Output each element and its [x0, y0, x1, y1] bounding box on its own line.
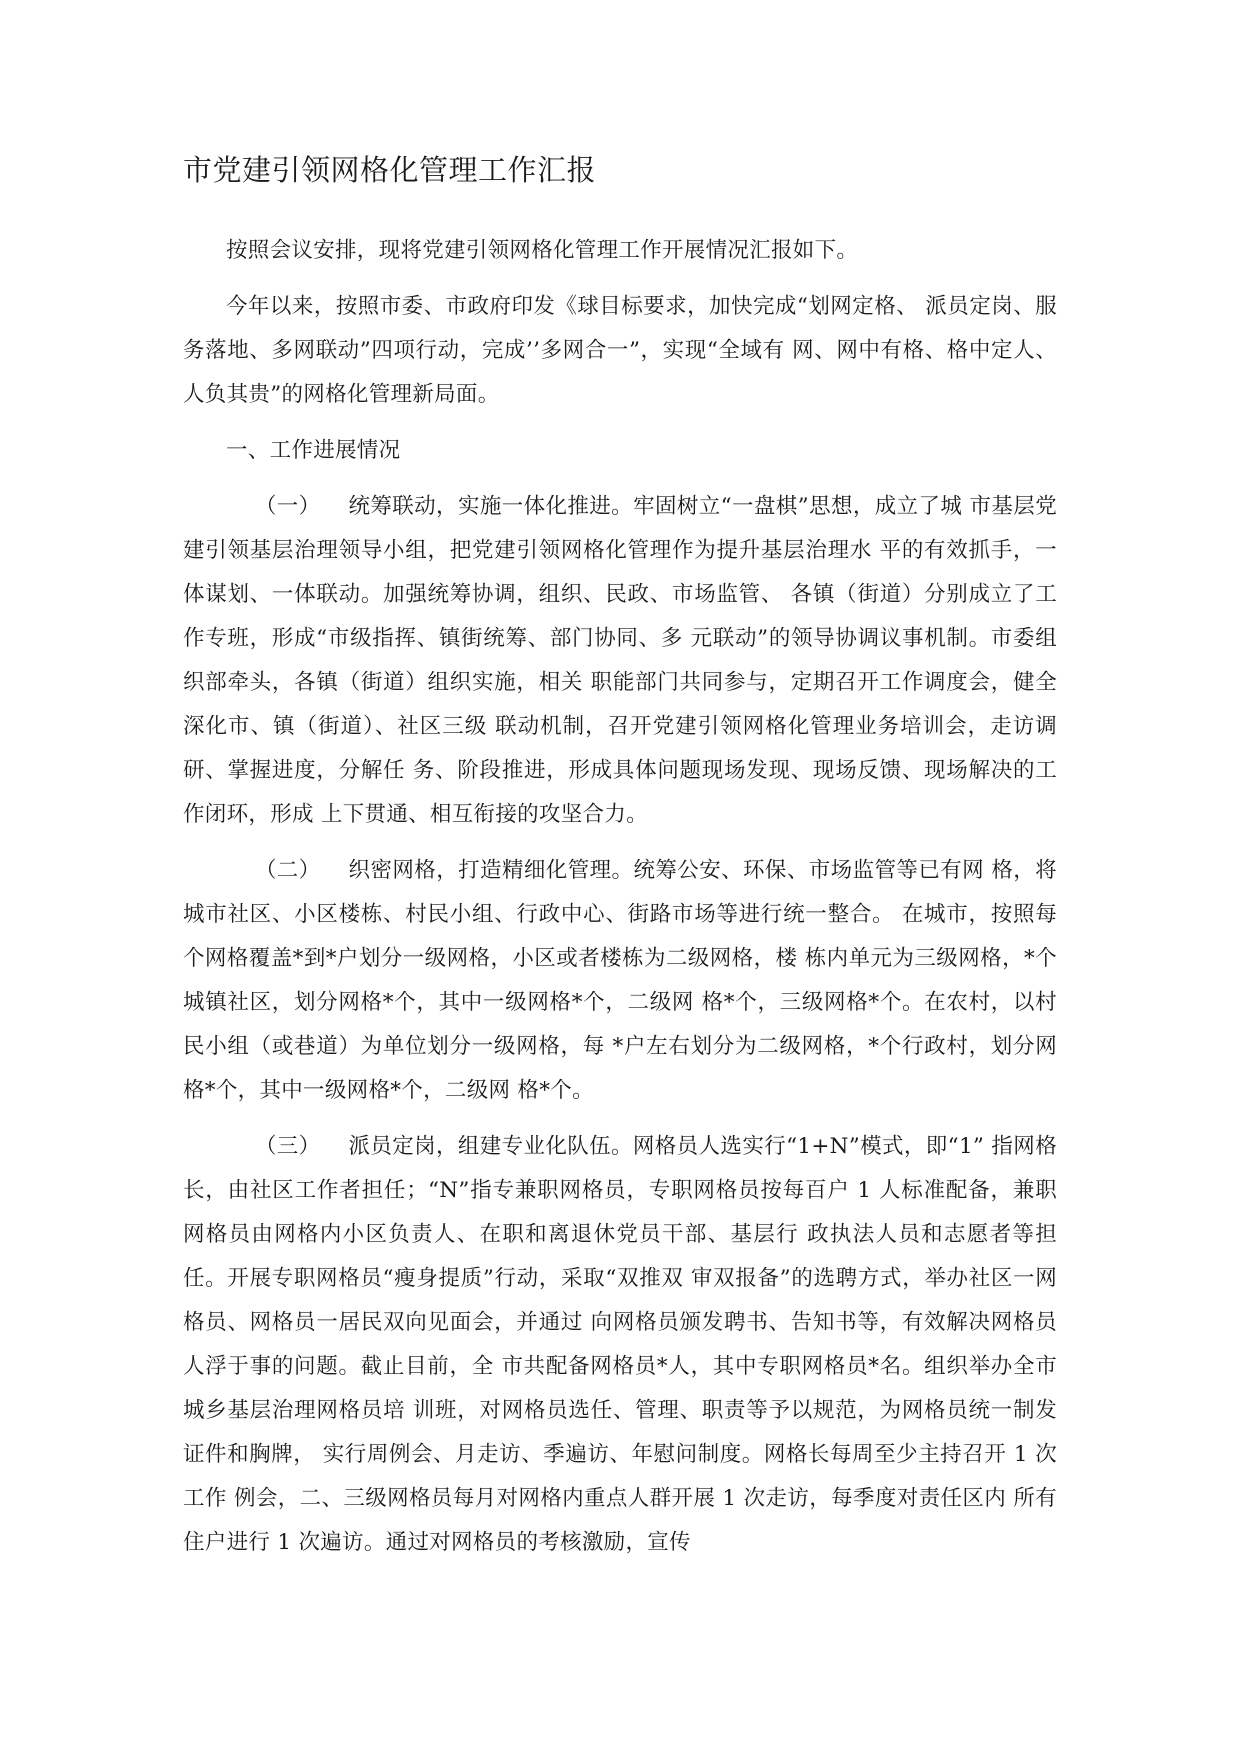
item-paragraph-1 — [183, 485, 1057, 837]
overview-paragraph: 今年以来，按照市委、市政府印发《球目标要求，加快完成“划网定格、 派员定岗、服务落地、多网联动”四项行动，完成’’多网合一”，实现“全域有 网、网中有格、格中定人、人负其贵”的网格化管理新局面。 — [183, 294, 1057, 407]
item-text: 织密网格，打造精细化管理。统筹公安、环保、市场监管等已有网 格，将城市社区、小区楼栋、村民小组、行政中心、街路市场等进行统一整合。 在城市，按照每个网格覆盖*到*户划分一级网格，小区或者楼栋为二级网格，楼 栋内单元为三级网格，*个城镇社区，划分网格*个，其中一级网格*个，二级网 格*个，三级网格*个。在农村，以村民小组（或巷道）为单位划分一级网格，每 *户左右划分为二级网格，*个行政村，划分网格*个，其中一级网格*个，二级网 格*个。 — [183, 858, 1057, 1103]
item-text: 统筹联动，实施一体化推进。牢固树立“一盘棋”思想，成立了城 市基层党建引领基层治理领导小组，把党建引领网格化管理作为提升基层治理水 平的有效抓手，一体谋划、一体联动。加强统筹协调，组织、民政、市场监管、 各镇（街道）分别成立了工作专班，形成“市级指挥、镇街统筹、部门协同、多 元联动”的领导协调议事机制。市委组织部牵头，各镇（街道）组织实施，相关 职能部门共同参与，定期召开工作调度会，健全深化市、镇（街道）、社区三级 联动机制，召开党建引领网格化管理业务培训会，走访调研、掌握进度，分解任 务、阶段推进，形成具体问题现场发现、现场反馈、现场解决的工作闭环，形成 上下贯通、相互衔接的攻坚合力。 — [183, 494, 1057, 827]
section-heading: 一、工作进展情况 — [226, 438, 401, 463]
item-text: 派员定岗，组建专业化队伍。网格员人选实行“1+N”模式，即“1” 指网格长，由社区工作者担任；“N”指专兼职网格员，专职网格员按每百户 1 人标准配备，兼职网格员由网格内小区负责人、在职和离退休党员干部、基层行 政执法人员和志愿者等担任。开展专职网格员“瘦身提质”行动，采取“双推双 审双报备”的选聘方式，举办社区一网格员、网格员一居民双向见面会，并通过 向网格员颁发聘书、告知书等，有效解决网格员人浮于事的问题。截止目前，全 市共配备网格员*人，其中专职网格员*名。组织举办全市城乡基层治理网格员培 训班，对网格员选任、管理、职责等予以规范，为网格员统一制发证件和胸牌， 实行周例会、月走访、季遍访、年慰问制度。网格长每周至少主持召开 1 次工作 例会，二、三级网格员每月对网格内重点人群开展 1 次走访，每季度对责任区内 所有住户进行 1 次遍访。通过对网格员的考核激励，宣传 — [183, 1134, 1057, 1555]
item-paragraph-2 — [183, 849, 1057, 1113]
item-number: （一） — [255, 494, 321, 519]
intro-paragraph: 按照会议安排，现将党建引领网格化管理工作开展情况汇报如下。 — [226, 238, 859, 263]
item-paragraph-3 — [183, 1125, 1057, 1565]
item-number: （二） — [255, 858, 321, 883]
document-title: 市党建引领网格化管理工作汇报 — [183, 153, 597, 187]
item-number: （三） — [255, 1134, 321, 1159]
document-page — [183, 150, 1057, 1577]
